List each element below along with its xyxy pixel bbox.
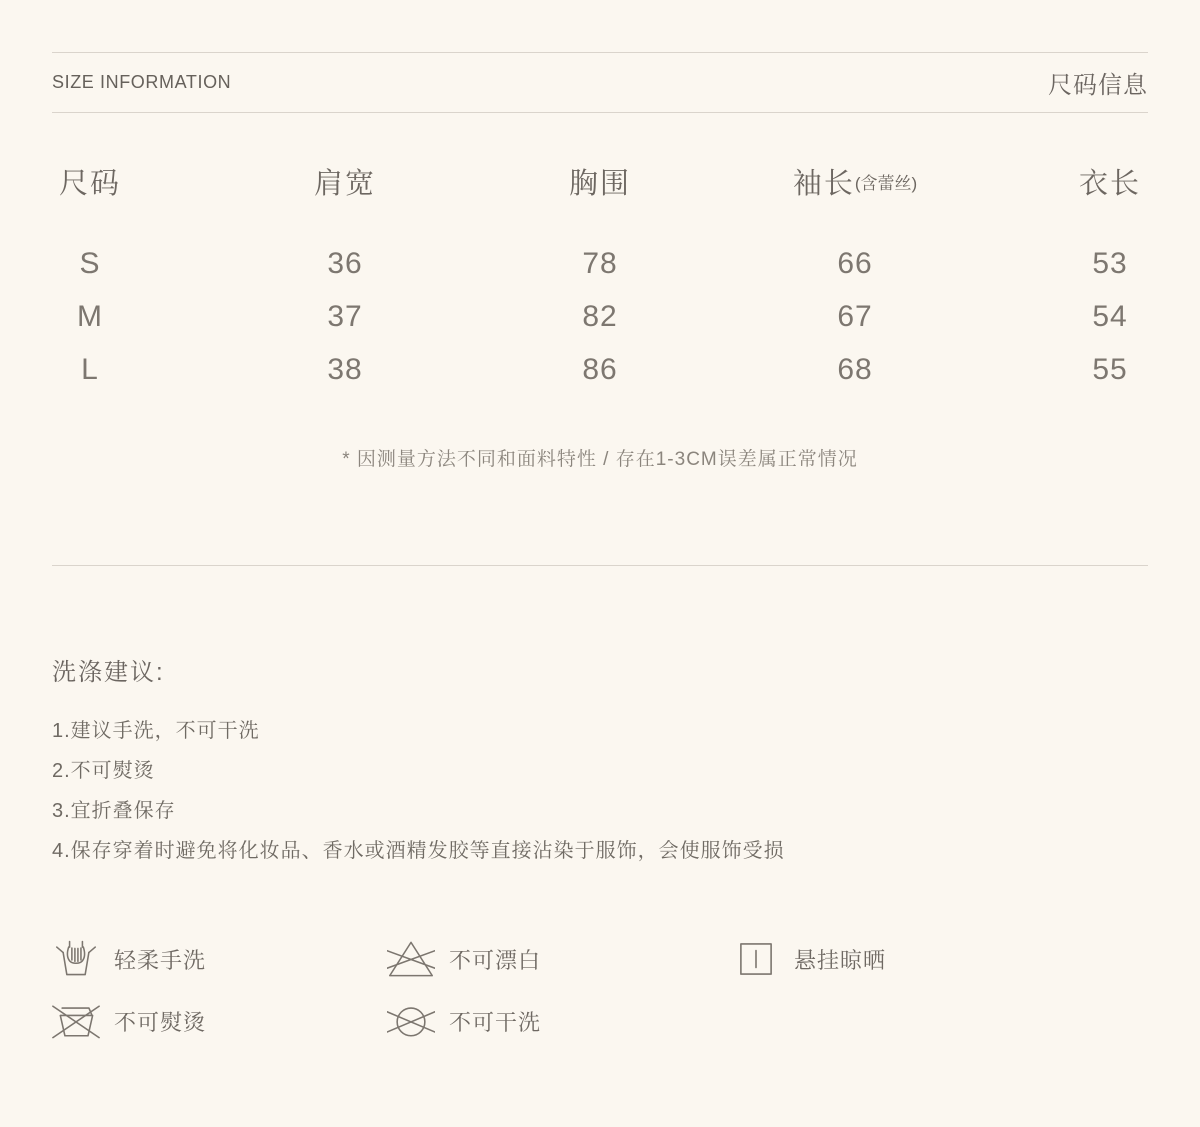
col-header-sleeve: 袖长 (含蕾丝): [792, 168, 918, 200]
col-header-shoulder: 肩宽: [313, 168, 376, 200]
care-item-hand-wash: [52, 935, 387, 983]
washing-advice-item: 2.不可熨烫: [52, 760, 155, 782]
hang-dry-icon: [732, 935, 780, 983]
washing-advice-title: 洗涤建议:: [52, 659, 165, 686]
cell-shoulder: 38: [327, 353, 363, 386]
washing-advice-item: 3.宜折叠保存: [52, 800, 176, 822]
cell-sleeve: 68: [837, 353, 873, 386]
cell-length: 55: [1092, 353, 1128, 386]
washing-advice-item: 1.建议手洗，不可干洗: [52, 720, 260, 742]
cell-shoulder: 36: [327, 247, 363, 280]
col-header-size: 尺码: [58, 168, 121, 200]
col-header-length: 衣长: [1078, 168, 1141, 200]
no-bleach-icon: [387, 935, 435, 983]
care-label: 轻柔手洗: [114, 947, 207, 973]
no-dry-clean-icon: [387, 997, 435, 1045]
cell-bust: 78: [582, 247, 618, 280]
size-table-header-row: [52, 166, 1148, 202]
cell-size: M: [77, 300, 103, 333]
col-header-sleeve-note: (含蕾丝): [854, 174, 918, 193]
care-symbols-grid: [52, 935, 1148, 1045]
table-row-m: [52, 299, 1148, 335]
cell-size: L: [81, 353, 99, 386]
care-item-hang-dry: [732, 935, 1148, 983]
cell-sleeve: 66: [837, 247, 873, 280]
measurement-tolerance-note: * 因测量方法不同和面料特性 / 存在1-3CM误差属正常情况: [342, 449, 858, 470]
cell-bust: 82: [582, 300, 618, 333]
no-iron-icon: [52, 997, 100, 1045]
washing-advice-item: 4.保存穿着时避免将化妆品、香水或酒精发胶等直接沾染于服饰，会使服饰受损: [52, 840, 785, 862]
cell-bust: 86: [582, 353, 618, 386]
section-divider: [52, 565, 1148, 566]
cell-sleeve: 67: [837, 300, 873, 333]
care-item-no-dry-clean: [387, 997, 732, 1045]
cell-length: 54: [1092, 300, 1128, 333]
cell-length: 53: [1092, 247, 1128, 280]
section-title-zh: 尺码信息: [1048, 72, 1148, 99]
care-label: 不可干洗: [449, 1009, 542, 1035]
cell-shoulder: 37: [327, 300, 363, 333]
care-label: 不可漂白: [449, 947, 542, 973]
care-item-no-bleach: [387, 935, 732, 983]
care-label: 悬挂晾晒: [794, 947, 887, 973]
hand-wash-icon: [52, 935, 100, 983]
section-title-en: SIZE INFORMATION: [52, 72, 232, 92]
table-row-s: [52, 246, 1148, 282]
section-header: [52, 53, 1148, 113]
care-label: 不可熨烫: [114, 1009, 207, 1035]
washing-advice-list: [52, 711, 1148, 871]
table-row-l: [52, 352, 1148, 388]
cell-size: S: [79, 247, 101, 280]
col-header-bust: 胸围: [568, 168, 631, 200]
care-item-no-iron: [52, 997, 387, 1045]
